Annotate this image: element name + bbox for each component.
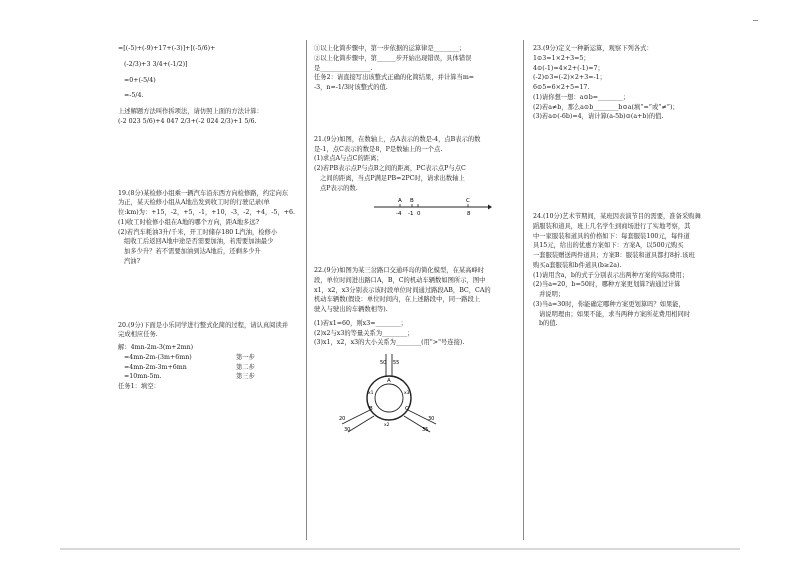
q23-line: (-2)⊙3=(-2)×2+3=-1； (533, 74, 606, 82)
q21-line: 21.(9分)如图，在数轴上，点A表示的数是-4，点B表示的数 (314, 135, 481, 143)
q20-step-label: 第二步 (236, 363, 255, 371)
q20-step-label: 第一步 (236, 353, 255, 361)
q24-line: 24.(10分)艺术节期间，某班因表演节目的需要，准备采购舞 (533, 213, 701, 220)
q24-line: (3)当a=30时，你能确定哪种方案更划算吗？如果能， (533, 300, 685, 308)
road-b-top (342, 410, 370, 424)
q24-line: 请说明理由；如果不能，求当两种方案所花费用相同时 (539, 310, 691, 318)
calc-line: (-2/3)+3 3/4+(-1/2)] (124, 60, 188, 68)
question-19 (118, 189, 296, 267)
q20-task1: 任务1：填空： (118, 383, 160, 390)
q23-line: 23.(9分)定义一种新运算，观察下列各式： (533, 45, 653, 52)
q22-part: (3)x1，x2，x3的大小关系为________(用">"号连接). (314, 339, 465, 347)
column-divider-1 (306, 40, 307, 540)
q19-line: 汽油? (124, 257, 140, 265)
q24-line: (1)请用含a，b的式子分别表示出两种方案的实际费用； (533, 271, 689, 279)
column-1 (118, 44, 296, 544)
segment-x2-label: x2 (384, 423, 390, 428)
q19-line: 组收工后返回A地中途是否需要加油，若需要加油最少 (124, 238, 274, 246)
q21-line: 点P表示的数. (320, 184, 358, 192)
q22-line: 机动车辆数(假设：单位时间内，在上述路段中，同一路段上 (314, 296, 481, 304)
q22-part: (1)若x1=60，则x3=________； (314, 319, 407, 327)
q20-step (118, 372, 296, 382)
q22-line: 段，单位时间进出路口A，B，C的机动车辆数如图所示，图中 (314, 276, 486, 284)
number-line-figure (372, 196, 492, 218)
task-line: ②以上化简步骤中，第______步开始出现错误，具体错误 (314, 54, 472, 62)
column-2 (314, 44, 510, 544)
q20-step-label: 第三步 (236, 373, 255, 381)
q21-line: 是-1，点C表示的数是8，P是数轴上的一个点. (314, 145, 443, 153)
task-line: 任务2：请直接写出该整式正确的化简结果，并计算当m= (314, 74, 475, 82)
q22-part: (2)x2与x3的等量关系为________； (314, 329, 414, 337)
flow-value: 35 (422, 427, 429, 433)
calc-line: =-5/4. (124, 92, 144, 100)
node-c-label: C (405, 406, 409, 412)
segment-x3-label: x3 (404, 391, 410, 396)
point-c-label: C (466, 198, 470, 205)
road-b-bottom (348, 416, 374, 432)
node-a-label: A (387, 378, 391, 384)
q20-line: 20.(9分)下面是小乐同学进行整式化简的过程，请认真阅读并 (118, 321, 289, 329)
q19-line: (1)收工时检修小组在A地的哪个方向，距A地多远? (118, 218, 260, 226)
calc-expression: (-2 023 5/6)+4 047 2/3+(-2 024 2/3)+1 5/6. (118, 117, 257, 125)
q23-line: (1)请你想一想：a⊙b=________； (533, 93, 630, 101)
q23-line: 1⊙3=1×2+3=5； (533, 54, 590, 62)
q22-line: 22.(9分)如图为某三岔路口交通环岛的简化模型，在某高峰时 (314, 267, 485, 274)
q19-line: 加多少升？若不需要加油到达A地后，还剩多少升 (124, 248, 261, 255)
q24-line: 蹈服装和道具，班上几名学生到商场进行了实地考察，其 (533, 222, 691, 230)
question-20 (118, 321, 296, 392)
q24-line: 购买a套服装和b件道具(b≥2a). (533, 261, 622, 269)
q23-line: (3)若a⊙(-6b)=4，请计算(a-5b)⊙(a+b)的值. (533, 113, 664, 121)
q20-step-expr: =4mn-2m-(3m+6mn) (124, 353, 192, 361)
flow-value: 55 (393, 360, 400, 366)
q24-line: b的值. (539, 320, 558, 328)
q20-step (118, 353, 296, 363)
q19-line: 为正，某天检修小组从A地出发到收工时的行驶记录(单 (118, 199, 270, 207)
q20-tasks (314, 44, 510, 93)
value-b: -1 (408, 211, 414, 218)
question-21 (314, 135, 510, 224)
question-24 (533, 212, 747, 329)
flow-value: 50 (380, 360, 387, 366)
column-3 (533, 44, 747, 544)
task-line: 是________________. (314, 64, 373, 72)
q24-line: 具15元，给出的优惠方案如下：方案A，以500元购买 (533, 242, 684, 250)
value-c: 8 (467, 211, 471, 218)
q20-step-expr: =4mn-2m-3m+6mn (124, 363, 187, 371)
question-23 (533, 44, 747, 122)
flow-value: 20 (339, 416, 346, 422)
value-a: -4 (396, 211, 402, 218)
scan-edge (60, 548, 740, 550)
q24-line: (2)当a=20，b=50时，哪种方案更划算?请通过计算 (533, 281, 681, 289)
value-zero: 0 (417, 211, 421, 218)
q24-line: 并说明； (539, 291, 565, 298)
q20-step (118, 363, 296, 373)
point-b-label: B (410, 198, 414, 205)
flow-value: 30 (344, 427, 351, 433)
q22-line: 驶入与驶出的车辆数相等). (314, 306, 388, 313)
flow-value: 30 (428, 416, 435, 422)
q21-line: (1)求点A与点C的距离； (314, 155, 383, 163)
number-line-arrow (488, 205, 492, 210)
q24-line: 一套服装赠送两件道具；方案B：服装和道具都打8折.该班 (533, 252, 695, 259)
instruction-text: 上述解题方法叫作拆项法，请仿照上面的方法计算： (118, 108, 263, 115)
corner-mark: − (752, 16, 759, 25)
q19-line: (2)若汽车耗油3升/千米，开工时储存180 L汽油，检修小 (118, 228, 278, 236)
q21-line: 之间的距离，当点P满足PB=2PC时，请求出数轴上 (320, 174, 465, 182)
question-22 (314, 266, 510, 438)
q20-step-expr: =10mn-5m. (124, 373, 162, 381)
segment-x1-label: x1 (368, 391, 374, 396)
calc-line: =[(-5)+(-9)+17+(-3)]+[(-5/6)+ (118, 45, 216, 52)
task-line: ①以上化简步骤中，第一步依据的运算律是________； (314, 45, 466, 52)
roundabout-inner (375, 384, 403, 412)
q19-line: 19.(8分)某检修小组乘一辆汽车沿东西方向检修路，约定向东 (118, 189, 289, 197)
q22-line: x1，x2，x3分别表示该时段单位时间通过路段AB，BC，CA的 (314, 286, 491, 294)
task-line: -3，n=-1/3时该整式的值. (314, 84, 388, 91)
column-divider-2 (523, 40, 524, 540)
q19-line: 位:km)为：+15，-2，+5，-1，+10，-3，-2，+4，-5，+6. (118, 209, 296, 216)
point-a-label: A (398, 198, 402, 205)
calc-line: =0+(-5/4) (124, 76, 156, 84)
roundabout-figure (334, 354, 444, 434)
q21-line: (2)若PB表示点P与点B之间的距离，PC表示点P与点C (314, 165, 466, 172)
q23-line: (2)若a≠b，那么a⊙b________b⊙a(填“=”或“≠”)； (533, 103, 679, 111)
q24-line: 中一家服装和道具的价格如下：每套服装100元，每件道 (533, 232, 690, 240)
q20-solution-label: 解：4mn-2m-3(m+2mn) (118, 344, 194, 351)
q23-line: 6⊙5=6×2+5=17. (533, 84, 590, 91)
q23-line: 4⊙(-1)=4×2+(-1)=7； (533, 64, 604, 72)
node-b-label: B (369, 406, 373, 412)
q20-line: 完成相应任务. (118, 331, 158, 339)
